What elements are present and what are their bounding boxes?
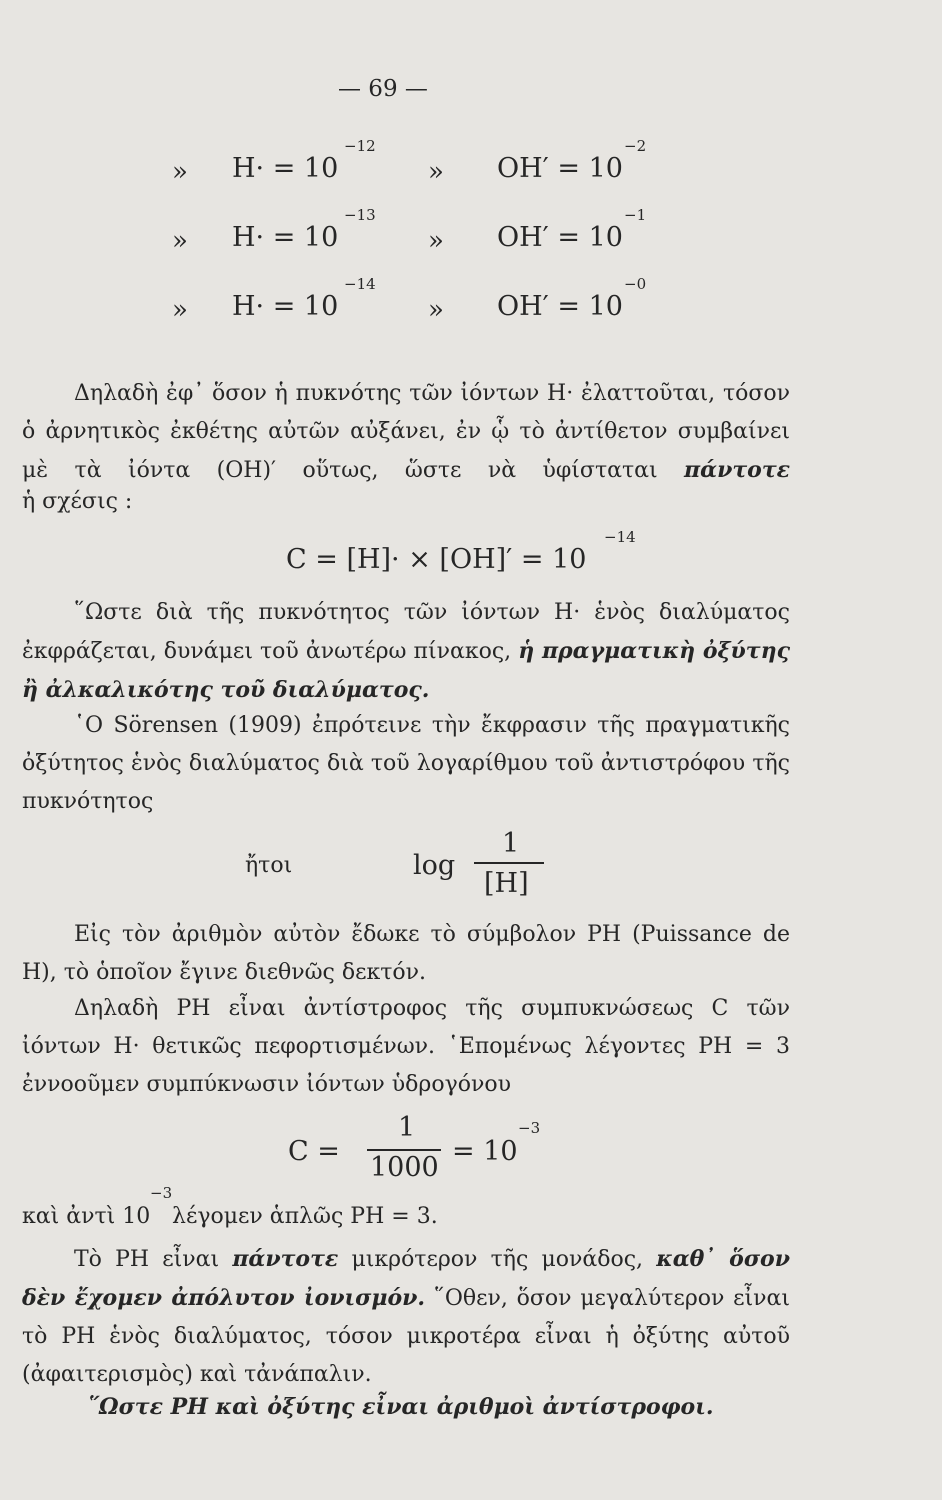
eq1-h-lhs: H· = 10: [232, 153, 339, 184]
eq3-marker: »: [172, 295, 188, 325]
paragraph1-tail: ἡ σχέσις :: [22, 489, 133, 514]
paragraph6-part1: Τὸ PH εἶναι: [74, 1247, 220, 1272]
eq3-oh-marker: »: [428, 295, 444, 325]
page-number: — 69 —: [338, 76, 428, 102]
eq2-h-exponent: −13: [344, 206, 376, 224]
equation-frac-rhs: = 10: [452, 1136, 518, 1167]
eq2-oh-marker: »: [428, 226, 444, 256]
eq2-oh-exponent: −1: [624, 206, 647, 224]
paragraph1-emphasis: πάντοτε: [684, 457, 790, 483]
eq3-h-exponent: −14: [344, 275, 376, 293]
equation-frac-denominator: 1000: [370, 1152, 439, 1183]
paragraph2-emphasis: ἡ πραγματικὴ ὀξύτης ἢ ἀλκαλικότης τοῦ διαλύματος.: [22, 638, 790, 703]
line-kai-exponent: −3: [150, 1184, 173, 1202]
eq3-oh-lhs: OH′ = 10: [497, 291, 623, 322]
paragraph-sorensen: [22, 707, 790, 821]
paragraph6-emphasis1: πάντοτε: [232, 1246, 339, 1272]
eq1-oh-lhs: OH′ = 10: [497, 153, 623, 184]
paragraph1-text: Δηλαδὴ ἐφ᾽ ὅσον ἡ πυκνότης τῶν ἰόντων H· ἐλαττοῦται, τόσον ὁ ἀρνητικὸς ἐκθέτης αὐτῶν αὐξάνει, ἐν ᾧ τὸ ἀντίθετον συμβαίνει μὲ τὰ ἰόντα (OH)′ οὕτως, ὥστε νὰ ὑφίσταται: [22, 381, 790, 483]
eq3-h-lhs: H· = 10: [232, 291, 339, 322]
paragraph5-text: Δηλαδὴ PH εἶναι ἀντίστροφος τῆς συμπυκνώσεως C τῶν ἰόντων H· θετικῶς πεφορτισμένων. ῾Επομένως λέγοντες PH = 3 ἐννοοῦμεν συμπύκνωσιν ἰόντων ὑδρογόνου: [22, 996, 790, 1097]
paragraph6-part2: μικρότερον τῆς μονάδος,: [338, 1247, 644, 1272]
equation-log-denominator: [H]: [484, 868, 529, 899]
paragraph-ph-definition: [22, 990, 790, 1104]
paragraph6-emphasis2: καθ᾽ ὅσον δὲν ἔχομεν ἀπόλυτον ἰονισμόν.: [22, 1246, 790, 1311]
equation-log-fraction-bar: [474, 862, 544, 864]
equation-frac-bar: [367, 1149, 441, 1151]
equation-frac-numerator: 1: [398, 1112, 416, 1143]
equation-frac-exponent: −3: [518, 1119, 541, 1137]
eq2-oh-lhs: OH′ = 10: [497, 222, 623, 253]
eq2-h-lhs: H· = 10: [232, 222, 339, 253]
paragraph-ph-symbol: [22, 916, 790, 992]
equation-log-numerator: 1: [502, 828, 520, 859]
paragraph3-text: ῾Ο Sörensen (1909) ἐπρότεινε τὴν ἔκφρασιν τῆς πραγματικῆς ὀξύτητος ἑνὸς διαλύματος διὰ τοῦ λογαρίθμου τοῦ ἀντιστρόφου τῆς πυκνότητος: [22, 713, 790, 814]
paragraph-concentration: [22, 375, 790, 490]
paragraph6-part3: ῞Οθεν, ὅσον μεγαλύτερον εἶναι τὸ PH ἑνὸς διαλύματος, τόσον μικροτέρα εἶναι ἡ ὀξύτης αὐτοῦ (ἀφαιτερισμὸς) καὶ τἀνάπαλιν.: [22, 1286, 790, 1387]
paragraph-acidity: [22, 594, 790, 710]
equation-frac-lhs: C =: [288, 1136, 340, 1167]
eq1-marker: »: [172, 157, 188, 187]
conclusion: ῞Ωστε PH καὶ ὀξύτης εἶναι ἀριθμοὶ ἀντίστροφοι.: [88, 1394, 714, 1420]
equation-c: C = [H]· × [OH]′ = 10: [286, 544, 587, 575]
eq3-oh-exponent: −0: [624, 275, 647, 293]
paragraph-ph-range: [22, 1240, 790, 1394]
line-kai-end: λέγομεν ἁπλῶς PH = 3.: [172, 1204, 438, 1229]
line-kai-start: καὶ ἀντὶ 10: [22, 1204, 151, 1229]
equation-c-exponent: −14: [604, 528, 636, 546]
equation-log-func: log: [413, 850, 456, 881]
eq1-oh-marker: »: [428, 157, 444, 187]
equation-log-prefix: ἤτοι: [245, 853, 293, 878]
paragraph4-text: Εἰς τὸν ἀριθμὸν αὐτὸν ἔδωκε τὸ σύμβολον PH (Puissance de H), τὸ ὁποῖον ἔγινε διεθνῶς δεκτόν.: [22, 922, 790, 985]
paragraph2-text: ῞Ωστε διὰ τῆς πυκνότητος τῶν ἰόντων H· ἑνὸς διαλύματος ἐκφράζεται, δυνάμει τοῦ ἀνωτέρω πίνακος,: [22, 600, 790, 664]
eq2-marker: »: [172, 226, 188, 256]
eq1-oh-exponent: −2: [624, 137, 647, 155]
eq1-h-exponent: −12: [344, 137, 376, 155]
